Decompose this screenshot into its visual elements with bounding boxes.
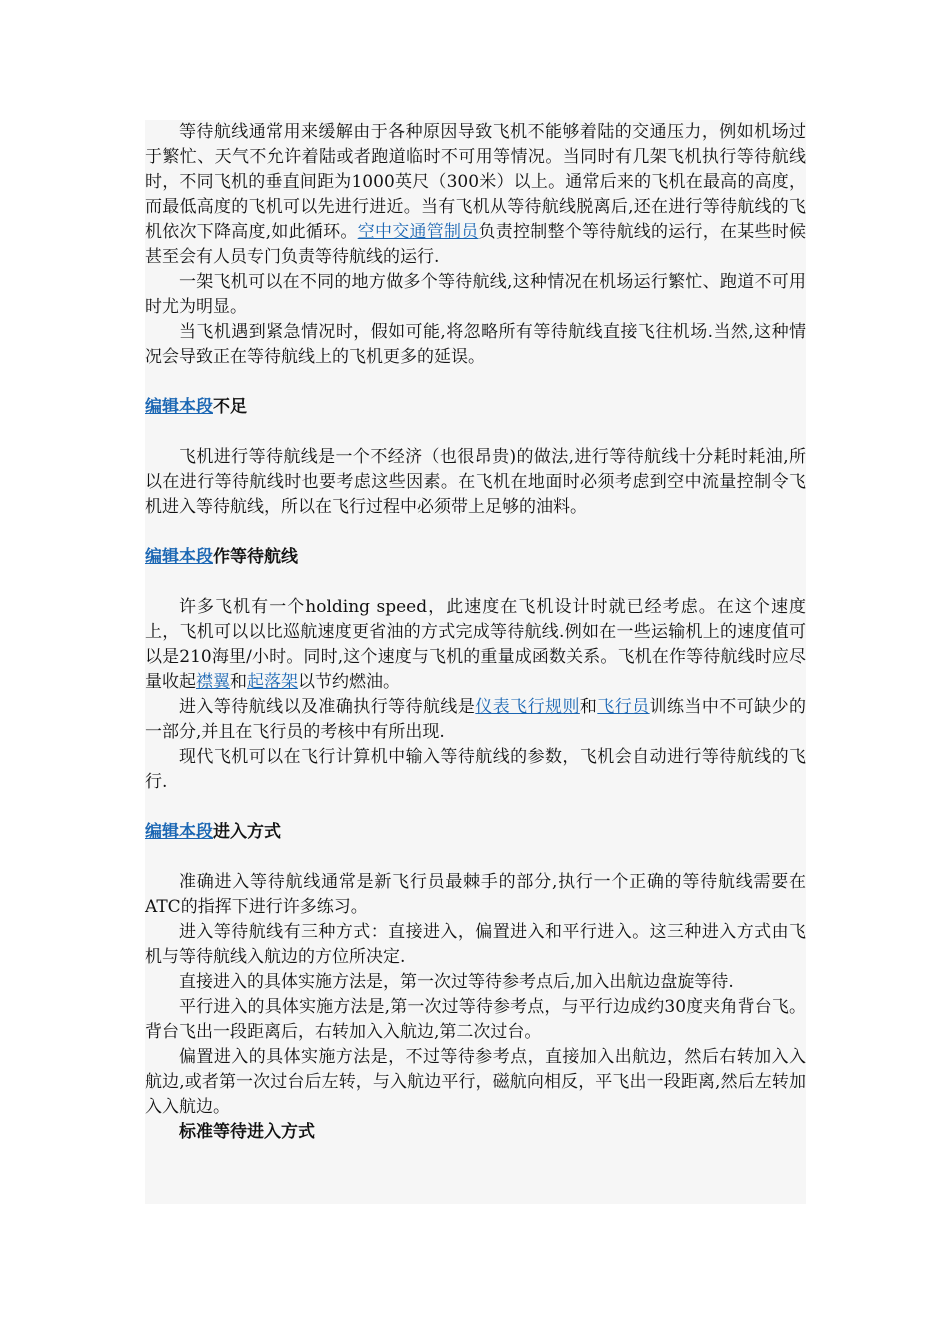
section-title: 不足 — [213, 397, 247, 417]
holding-paragraph-2 — [145, 695, 806, 745]
intro-paragraph-1-text-a: 等待航线通常用来缓解由于各种原因导致飞机不能够着陆的交通压力，例如机场过于繁忙、天气不允许着陆或者跑道临时不可用等情况。当同时有几架飞机执行等待航线时，不同飞机的垂直间距为1000英尺（300米）以上。通常后来的飞机在最高的高度，而最低高度的飞机可以先进行进近。当有飞机从等待航线脱离后,还在进行等待航线的飞机依次下降高度,如此循环。 — [145, 122, 806, 242]
entry-paragraph-1: 准确进入等待航线通常是新飞行员最棘手的部分,执行一个正确的等待航线需要在ATC的指挥下进行许多练习。 — [145, 872, 806, 917]
standard-entry-subheading: 标准等待进入方式 — [179, 1122, 315, 1142]
edit-section-link[interactable]: 编辑本段 — [145, 397, 213, 417]
section-heading-holding — [145, 545, 806, 570]
holding-paragraph-2-text-b: 训练当中不可缺少的一部分,并且在飞行员的考核中有所出现. — [145, 697, 807, 742]
link-air-traffic-controller[interactable]: 空中交通管制员 — [357, 222, 479, 242]
shortcomings-paragraph: 飞机进行等待航线是一个不经济（也很昂贵)的做法,进行等待航线十分耗时耗油,所以在进行等待航线时也要考虑这些因素。在飞机在地面时必须考虑到空中流量控制令飞机进入等待航线，所以在飞行过程中必须带上足够的油料。 — [145, 447, 806, 517]
intro-paragraph-3: 当飞机遇到紧急情况时，假如可能,将忽略所有等待航线直接飞往机场.当然,这种情况会导致正在等待航线上的飞机更多的延误。 — [145, 322, 806, 367]
holding-paragraph-2-text-a: 进入等待航线以及准确执行等待航线是 — [179, 697, 476, 717]
section-title: 进入方式 — [213, 822, 281, 842]
link-landing-gear[interactable]: 起落架 — [247, 672, 298, 692]
entry-paragraph-3: 直接进入的具体实施方法是，第一次过等待参考点后,加入出航边盘旋等待. — [179, 972, 734, 992]
link-flaps[interactable]: 襟翼 — [196, 672, 230, 692]
holding-paragraph-1-text-mid: 和 — [230, 672, 247, 692]
section-title: 作等待航线 — [213, 547, 298, 567]
section-heading-shortcomings — [145, 395, 806, 420]
section-heading-entry-methods — [145, 820, 806, 845]
link-pilot[interactable]: 飞行员 — [597, 697, 650, 717]
holding-paragraph-3: 现代飞机可以在飞行计算机中输入等待航线的参数，飞机会自动进行等待航线的飞行. — [145, 747, 806, 792]
entry-paragraph-2: 进入等待航线有三种方式：直接进入，偏置进入和平行进入。这三种进入方式由飞机与等待航线入航边的方位所决定. — [145, 922, 806, 967]
entry-paragraph-5: 偏置进入的具体实施方法是，不过等待参考点，直接加入出航边，然后右转加入入航边,或者第一次过台后左转，与入航边平行，磁航向相反，平飞出一段距离,然后左转加入入航边。 — [145, 1047, 806, 1117]
intro-paragraph-2: 一架飞机可以在不同的地方做多个等待航线,这种情况在机场运行繁忙、跑道不可用时尤为明显。 — [145, 272, 806, 317]
article-content — [145, 120, 806, 1204]
edit-section-link[interactable]: 编辑本段 — [145, 547, 213, 567]
entry-paragraph-4: 平行进入的具体实施方法是,第一次过等待参考点，与平行边成约30度夹角背台飞。背台飞出一段距离后，右转加入入航边,第二次过台。 — [145, 997, 806, 1042]
holding-paragraph-1-text-b: 以节约燃油。 — [298, 672, 400, 692]
intro-paragraph-1 — [145, 120, 806, 270]
link-instrument-flight-rules[interactable]: 仪表飞行规则 — [475, 697, 580, 717]
intro-paragraph-1-text-b: 负责控制整个等待航线的运行，在某些时候甚至会有人员专门负责等待航线的运行. — [145, 222, 807, 267]
holding-paragraph-2-text-mid: 和 — [579, 697, 598, 717]
holding-paragraph-1 — [145, 595, 806, 695]
edit-section-link[interactable]: 编辑本段 — [145, 822, 213, 842]
holding-paragraph-1-text-a: 许多飞机有一个holding speed，此速度在飞机设计时就已经考虑。在这个速度上，飞机可以以比巡航速度更省油的方式完成等待航线.例如在一些运输机上的速度值可以是210海里/小时。同时,这个速度与飞机的重量成函数关系。飞机在作等待航线时应尽量收起 — [145, 597, 806, 692]
